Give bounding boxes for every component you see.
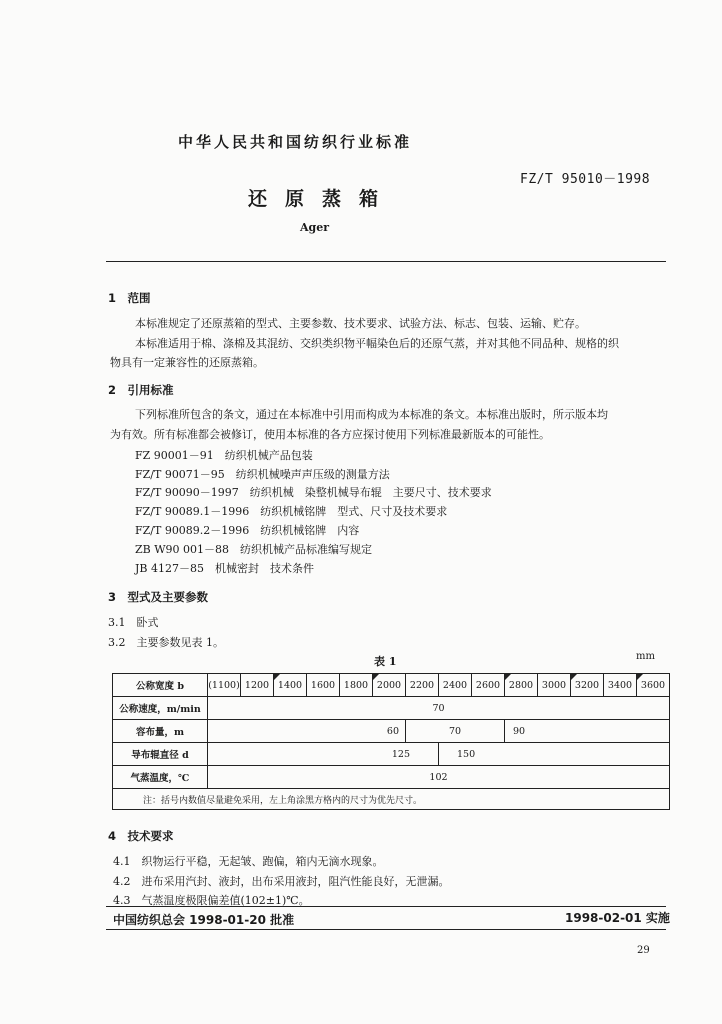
width-cell-preferred: 2800 [505, 674, 538, 697]
section-1-heading: 1 范围 [108, 291, 151, 305]
document-title: 还原蒸箱 [248, 188, 397, 210]
section-2-paragraph: 下列标准所包含的条文，通过在本标准中引用而构成为本标准的条文。本标准出版时，所示版本均 [135, 408, 608, 421]
table-row [113, 789, 670, 810]
section-2-paragraph-cont: 为有效。所有标准都会被修订，使用本标准的各方应探讨使用下列标准最新版本的可能性。 [110, 428, 550, 441]
parameter-table [112, 673, 670, 810]
row-label-capacity: 容布量，m [113, 720, 208, 743]
width-cell-preferred: 1400 [274, 674, 307, 697]
reference-item: JB 4127－85 机械密封 技术条件 [135, 562, 314, 575]
speed-value: 70 [208, 697, 670, 720]
width-cell-preferred: 3200 [571, 674, 604, 697]
width-cell: 2200 [406, 674, 439, 697]
section-3-heading: 3 型式及主要参数 [108, 590, 209, 604]
requirement-item: 4.3 气蒸温度极限偏差值(102±1)℃。 [113, 894, 310, 907]
row-label-roller-diameter: 导布辊直径 d [113, 743, 208, 766]
table-row [113, 674, 670, 697]
requirement-item: 4.2 进布采用汽封、液封，出布采用液封，阻汽性能良好，无泄漏。 [113, 875, 450, 888]
row-label-speed: 公称速度，m/min [113, 697, 208, 720]
approval-date: 中国纺织总会 1998-01-20 批准 [113, 913, 295, 927]
section-2-heading: 2 引用标准 [108, 383, 174, 397]
footer-rule [106, 906, 666, 907]
width-cell: 1800 [340, 674, 373, 697]
effective-date: 1998-02-01 实施 [565, 911, 670, 925]
width-cell: 2600 [472, 674, 505, 697]
width-cell: 3000 [538, 674, 571, 697]
section-1-paragraph-2-cont: 物具有一定兼容性的还原蒸箱。 [110, 356, 264, 369]
standard-number: FZ/T 95010－1998 [520, 172, 651, 187]
page-number: 29 [637, 945, 650, 956]
reference-item: FZ/T 90090－1997 纺织机械 染整机械导布辊 主要尺寸、技术要求 [135, 486, 492, 499]
table-caption: 表 1 [374, 655, 397, 668]
table-row [113, 743, 670, 766]
reference-item: FZ/T 90089.2－1996 纺织机械铭牌 内容 [135, 524, 360, 537]
footer-bottom-rule [106, 929, 666, 930]
reference-item: FZ/T 90071－95 纺织机械噪声声压级的测量方法 [135, 468, 390, 481]
section-3-2: 3.2 主要参数见表 1。 [108, 636, 224, 649]
width-cell: (1100) [208, 674, 241, 697]
table-unit: mm [636, 651, 655, 662]
requirement-item: 4.1 织物运行平稳，无起皱、跑偏，箱内无滴水现象。 [113, 855, 384, 868]
section-4-heading: 4 技术要求 [108, 829, 174, 843]
table-note: 注：括号内数值尽量避免采用，左上角涂黑方格内的尺寸为优先尺寸。 [113, 789, 670, 810]
roller-diameter-value: 125 [208, 743, 439, 766]
capacity-value: 70 [406, 720, 505, 743]
row-label-temperature: 气蒸温度，℃ [113, 766, 208, 789]
header-rule [106, 261, 666, 262]
document-title-english: Ager [300, 221, 330, 234]
row-label-width: 公称宽度 b [113, 674, 208, 697]
width-cell: 3400 [604, 674, 637, 697]
reference-item: FZ 90001－91 纺织机械产品包装 [135, 449, 313, 462]
issuing-body-title: 中华人民共和国纺织行业标准 [178, 133, 413, 151]
table-row [113, 720, 670, 743]
width-cell: 1200 [241, 674, 274, 697]
capacity-value: 90 [505, 720, 670, 743]
table-row [113, 766, 670, 789]
temperature-value: 102 [208, 766, 670, 789]
reference-item: ZB W90 001－88 纺织机械产品标准编写规定 [135, 543, 373, 556]
width-cell-preferred: 2000 [373, 674, 406, 697]
capacity-value: 60 [208, 720, 406, 743]
width-cell: 2400 [439, 674, 472, 697]
section-1-paragraph-2: 本标准适用于棉、涤棉及其混纺、交织类织物平幅染色后的还原气蒸，并对其他不同品种、规格的织 [135, 337, 619, 350]
roller-diameter-value: 150 [439, 743, 670, 766]
table-row [113, 697, 670, 720]
width-cell: 1600 [307, 674, 340, 697]
section-3-1: 3.1 卧式 [108, 616, 159, 629]
width-cell-preferred: 3600 [637, 674, 670, 697]
reference-item: FZ/T 90089.1－1996 纺织机械铭牌 型式、尺寸及技术要求 [135, 505, 448, 518]
section-1-paragraph-1: 本标准规定了还原蒸箱的型式、主要参数、技术要求、试验方法、标志、包装、运输、贮存。 [135, 317, 586, 330]
